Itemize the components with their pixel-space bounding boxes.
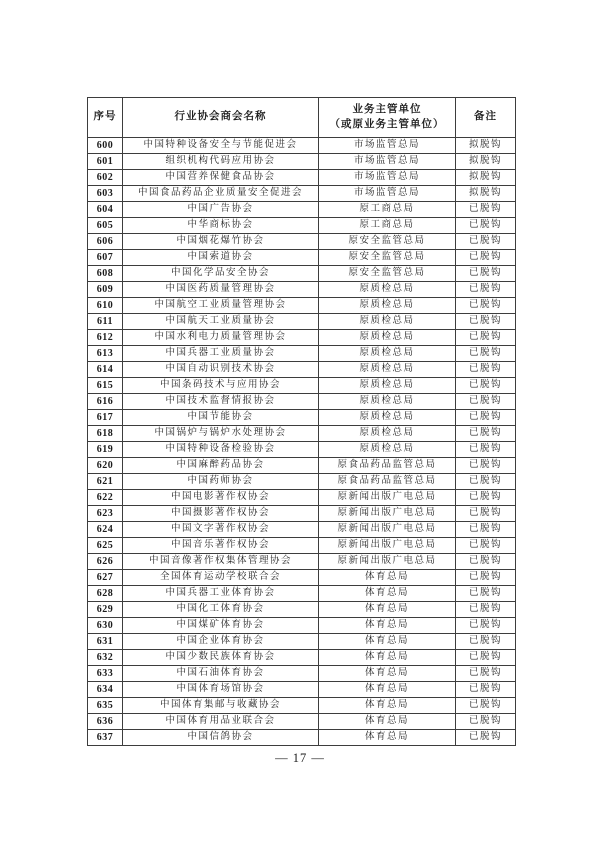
table-row [88,218,516,234]
remark: 已脱钩 [456,554,516,570]
supervising-unit: 原质检总局 [319,362,456,378]
table-row [88,410,516,426]
row-number: 607 [88,250,123,266]
table-row [88,474,516,490]
remark: 已脱钩 [456,570,516,586]
row-number: 609 [88,282,123,298]
table-row [88,618,516,634]
remark: 已脱钩 [456,202,516,218]
association-name: 全国体育运动学校联合会 [123,570,319,586]
supervising-unit: 体育总局 [319,666,456,682]
table-row [88,298,516,314]
remark: 已脱钩 [456,394,516,410]
association-name: 中国摄影著作权协会 [123,506,319,522]
association-name: 中国航天工业质量协会 [123,314,319,330]
table-row [88,586,516,602]
association-table [87,97,516,746]
remark: 已脱钩 [456,522,516,538]
table-row [88,202,516,218]
association-name: 中国煤矿体育协会 [123,618,319,634]
row-number: 629 [88,602,123,618]
association-name: 中国广告协会 [123,202,319,218]
association-name: 中国特种设备检验协会 [123,442,319,458]
supervising-unit: 原新闻出版广电总局 [319,490,456,506]
table-row [88,362,516,378]
association-name: 中国电影著作权协会 [123,490,319,506]
row-number: 634 [88,682,123,698]
supervising-unit: 原质检总局 [319,282,456,298]
remark: 已脱钩 [456,346,516,362]
row-number: 608 [88,266,123,282]
supervising-unit: 原工商总局 [319,202,456,218]
supervising-unit: 市场监管总局 [319,138,456,154]
row-number: 613 [88,346,123,362]
remark: 拟脱钩 [456,154,516,170]
table-row [88,682,516,698]
row-number: 633 [88,666,123,682]
association-name: 中国条码技术与应用协会 [123,378,319,394]
table-row [88,234,516,250]
table-row [88,666,516,682]
header-supervising-unit-line1: 业务主管单位 [352,104,422,116]
row-number: 619 [88,442,123,458]
supervising-unit: 原质检总局 [319,314,456,330]
row-number: 630 [88,618,123,634]
association-name: 中国自动识别技术协会 [123,362,319,378]
table-row [88,378,516,394]
table-row [88,186,516,202]
association-name: 中国药师协会 [123,474,319,490]
remark: 已脱钩 [456,714,516,730]
remark: 已脱钩 [456,250,516,266]
remark: 已脱钩 [456,618,516,634]
association-name: 中国体育用品业联合会 [123,714,319,730]
row-number: 632 [88,650,123,666]
remark: 已脱钩 [456,602,516,618]
header-association-name: 行业协会商会名称 [123,98,319,138]
supervising-unit: 原安全监管总局 [319,266,456,282]
remark: 已脱钩 [456,234,516,250]
header-supervising-unit-line2: （或原业务主管单位） [329,118,445,130]
remark: 已脱钩 [456,410,516,426]
row-number: 605 [88,218,123,234]
table-row [88,282,516,298]
association-name: 中国音乐著作权协会 [123,538,319,554]
remark: 已脱钩 [456,474,516,490]
supervising-unit: 原食品药品监管总局 [319,474,456,490]
table-row [88,634,516,650]
table-row [88,442,516,458]
supervising-unit: 原质检总局 [319,426,456,442]
row-number: 637 [88,730,123,746]
row-number: 628 [88,586,123,602]
supervising-unit: 原食品药品监管总局 [319,458,456,474]
association-name: 中国少数民族体育协会 [123,650,319,666]
row-number: 624 [88,522,123,538]
supervising-unit: 体育总局 [319,698,456,714]
table-row [88,314,516,330]
table-row [88,346,516,362]
supervising-unit: 市场监管总局 [319,186,456,202]
remark: 已脱钩 [456,314,516,330]
remark: 已脱钩 [456,538,516,554]
row-number: 600 [88,138,123,154]
row-number: 623 [88,506,123,522]
remark: 已脱钩 [456,362,516,378]
table-row [88,602,516,618]
supervising-unit: 原安全监管总局 [319,234,456,250]
supervising-unit: 市场监管总局 [319,154,456,170]
association-name: 中国音像著作权集体管理协会 [123,554,319,570]
row-number: 604 [88,202,123,218]
association-name: 中国麻醉药品协会 [123,458,319,474]
remark: 已脱钩 [456,730,516,746]
remark: 已脱钩 [456,218,516,234]
association-name: 中国索道协会 [123,250,319,266]
row-number: 625 [88,538,123,554]
table-row [88,458,516,474]
association-name: 中国兵器工业质量协会 [123,346,319,362]
remark: 拟脱钩 [456,186,516,202]
association-name: 中国技术监督情报协会 [123,394,319,410]
table-row [88,538,516,554]
table-row [88,570,516,586]
remark: 已脱钩 [456,682,516,698]
association-name: 中国节能协会 [123,410,319,426]
row-number: 636 [88,714,123,730]
table-row [88,506,516,522]
table-row [88,650,516,666]
row-number: 603 [88,186,123,202]
association-name: 中国航空工业质量管理协会 [123,298,319,314]
supervising-unit: 体育总局 [319,682,456,698]
row-number: 626 [88,554,123,570]
association-name: 中国食品药品企业质量安全促进会 [123,186,319,202]
association-name: 中国企业体育协会 [123,634,319,650]
table-header [88,98,516,138]
table-body [88,138,516,746]
row-number: 617 [88,410,123,426]
supervising-unit: 原质检总局 [319,298,456,314]
remark: 已脱钩 [456,330,516,346]
row-number: 606 [88,234,123,250]
header-supervising-unit [319,98,456,138]
header-row [88,98,516,138]
row-number: 611 [88,314,123,330]
remark: 已脱钩 [456,282,516,298]
remark: 已脱钩 [456,426,516,442]
row-number: 635 [88,698,123,714]
remark: 已脱钩 [456,506,516,522]
row-number: 621 [88,474,123,490]
remark: 拟脱钩 [456,170,516,186]
table-row [88,714,516,730]
supervising-unit: 原新闻出版广电总局 [319,554,456,570]
remark: 已脱钩 [456,586,516,602]
row-number: 602 [88,170,123,186]
association-name: 中国医药质量管理协会 [123,282,319,298]
table-row [88,490,516,506]
table-row [88,522,516,538]
supervising-unit: 原新闻出版广电总局 [319,506,456,522]
supervising-unit: 原质检总局 [319,410,456,426]
table-row [88,330,516,346]
supervising-unit: 体育总局 [319,586,456,602]
association-name: 中国石油体育协会 [123,666,319,682]
remark: 已脱钩 [456,490,516,506]
supervising-unit: 体育总局 [319,634,456,650]
row-number: 601 [88,154,123,170]
supervising-unit: 原新闻出版广电总局 [319,538,456,554]
row-number: 622 [88,490,123,506]
table-row [88,170,516,186]
table-row [88,698,516,714]
row-number: 615 [88,378,123,394]
supervising-unit: 原质检总局 [319,394,456,410]
table-row [88,394,516,410]
row-number: 618 [88,426,123,442]
row-number: 612 [88,330,123,346]
supervising-unit: 体育总局 [319,602,456,618]
remark: 已脱钩 [456,298,516,314]
remark: 拟脱钩 [456,138,516,154]
association-name: 中国体育集邮与收藏协会 [123,698,319,714]
association-name: 中国文字著作权协会 [123,522,319,538]
supervising-unit: 原质检总局 [319,330,456,346]
association-name: 中国信鸽协会 [123,730,319,746]
remark: 已脱钩 [456,458,516,474]
header-remark: 备注 [456,98,516,138]
remark: 已脱钩 [456,634,516,650]
remark: 已脱钩 [456,266,516,282]
remark: 已脱钩 [456,698,516,714]
row-number: 610 [88,298,123,314]
supervising-unit: 原工商总局 [319,218,456,234]
table-row [88,426,516,442]
association-name: 中国营养保健食品协会 [123,170,319,186]
association-name: 中国化学品安全协会 [123,266,319,282]
supervising-unit: 原质检总局 [319,378,456,394]
table-row [88,730,516,746]
row-number: 620 [88,458,123,474]
association-name: 中国水利电力质量管理协会 [123,330,319,346]
association-name: 中国烟花爆竹协会 [123,234,319,250]
association-name: 中国体育场馆协会 [123,682,319,698]
table-row [88,266,516,282]
header-seq: 序号 [88,98,123,138]
association-name: 组织机构代码应用协会 [123,154,319,170]
association-name: 中国兵器工业体育协会 [123,586,319,602]
row-number: 616 [88,394,123,410]
association-name: 中国锅炉与锅炉水处理协会 [123,426,319,442]
page-number: — 17 — [275,751,325,765]
supervising-unit: 体育总局 [319,714,456,730]
row-number: 614 [88,362,123,378]
supervising-unit: 市场监管总局 [319,170,456,186]
supervising-unit: 原质检总局 [319,346,456,362]
row-number: 627 [88,570,123,586]
supervising-unit: 体育总局 [319,650,456,666]
table-row [88,154,516,170]
supervising-unit: 原安全监管总局 [319,250,456,266]
supervising-unit: 原新闻出版广电总局 [319,522,456,538]
remark: 已脱钩 [456,666,516,682]
supervising-unit: 体育总局 [319,570,456,586]
remark: 已脱钩 [456,650,516,666]
association-name: 中国化工体育协会 [123,602,319,618]
table-row [88,138,516,154]
table-row [88,554,516,570]
supervising-unit: 体育总局 [319,730,456,746]
association-name: 中国特种设备安全与节能促进会 [123,138,319,154]
supervising-unit: 体育总局 [319,618,456,634]
association-name: 中华商标协会 [123,218,319,234]
remark: 已脱钩 [456,378,516,394]
row-number: 631 [88,634,123,650]
supervising-unit: 原质检总局 [319,442,456,458]
table-row [88,250,516,266]
remark: 已脱钩 [456,442,516,458]
